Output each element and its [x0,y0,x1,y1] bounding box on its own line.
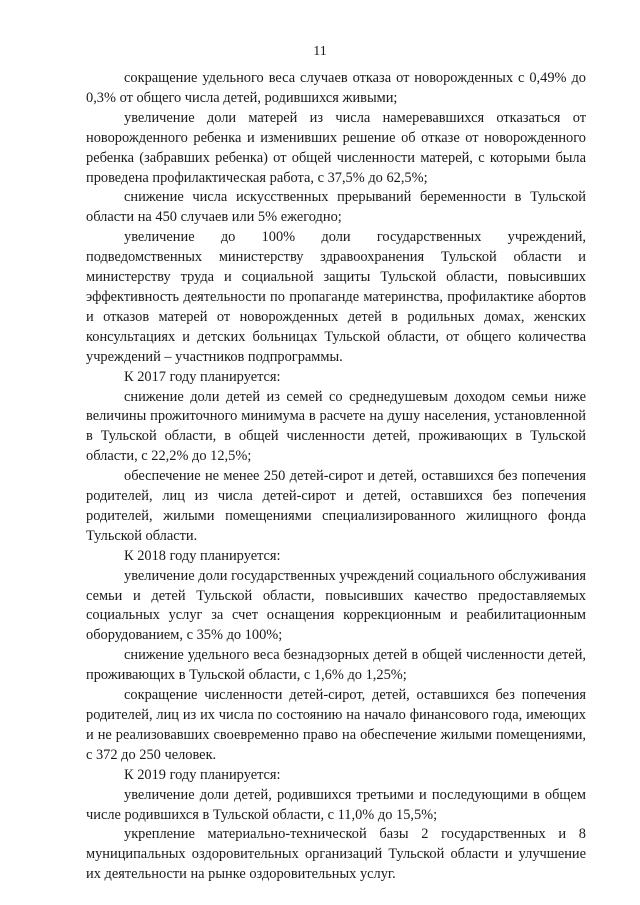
heading-2017: К 2017 году планируется: [124,368,281,385]
paragraph-social-institutions: увеличение доли государственных учреждений социального обслуживания семьи и детей Тульской области, повысивших качество предоставляемых социальных услуг за счет оснащения коррекционным и реабилитационным оборудованием, с 35% до 100%; [86,567,586,644]
paragraph-orphans-housing-backlog: сокращение численности детей-сирот, детей, оставшихся без попечения родителей, лиц из их числа по состоянию на начало финансового года, имеющих и не реализовавших своевременно право на обеспечение жилыми помещениями, с 372 до 250 человек. [86,687,586,763]
paragraph-neglected-children: снижение удельного веса безнадзорных детей в общей численности детей, проживающих в Тульской области, с 1,6% до 1,25%; [86,647,586,684]
paragraph-health-organizations: укрепление материально-технической базы 2 государственных и 8 муниципальных оздоровительных организаций Тульской области и улучшение их деятельности на рынке оздоровительных услуг. [86,826,586,883]
document-body [86,69,586,885]
paragraph-low-income-children: снижение доли детей из семей со среднедушевым доходом семьи ниже величины прожиточного минимума в расчете на душу населения, установленной в Тульской области, в общей численности детей, проживающих в Тульской области, с 22,2% до 12,5%; [86,388,586,465]
paragraph-orphans-housing: обеспечение не менее 250 детей-сирот и детей, оставшихся без попечения родителей, лиц из числа детей-сирот и детей, оставшихся без попечения родителей, жилыми помещениями специализированного жилищного фонда Тульской области. [86,468,586,544]
paragraph-third-children: увеличение доли детей, родившихся третьими и последующими в общем числе родившихся в Тульской области, с 11,0% до 15,5%; [86,786,586,823]
page-number: 11 [313,44,327,59]
paragraph-abortions-reduction: снижение числа искусственных прерываний беременности в Тульской области на 450 случаев или 5% ежегодно; [86,189,586,226]
paragraph-institutions-share: увеличение до 100% доли государственных учреждений, подведомственных министерству здравоохранения Тульской области и министерству труда и социальной защиты Тульской области, повысивших эффективность деятельности по пропаганде материнства, профилактике абортов и отказов матерей от новорожденных детей в родильных домах, женских консультациях и детских больницах Тульской области, от общего количества учреждений – участников подпрограммы. [86,229,586,365]
heading-2018: К 2018 году планируется: [124,547,281,564]
paragraph-orphan-refusal-rate: сокращение удельного веса случаев отказа от новорожденных с 0,49% до 0,3% от общего числа детей, родившихся живыми; [86,70,586,106]
heading-2019: К 2019 году планируется: [124,766,281,783]
paragraph-mothers-share: увеличение доли матерей из числа намеревавшихся отказаться от новорожденного ребенка и изменивших решение об отказе от новорожденного ребенка (забравших ребенка) от общей численности матерей, с которыми была проведена профилактическая работа, с 37,5% до 62,5%; [86,109,586,186]
